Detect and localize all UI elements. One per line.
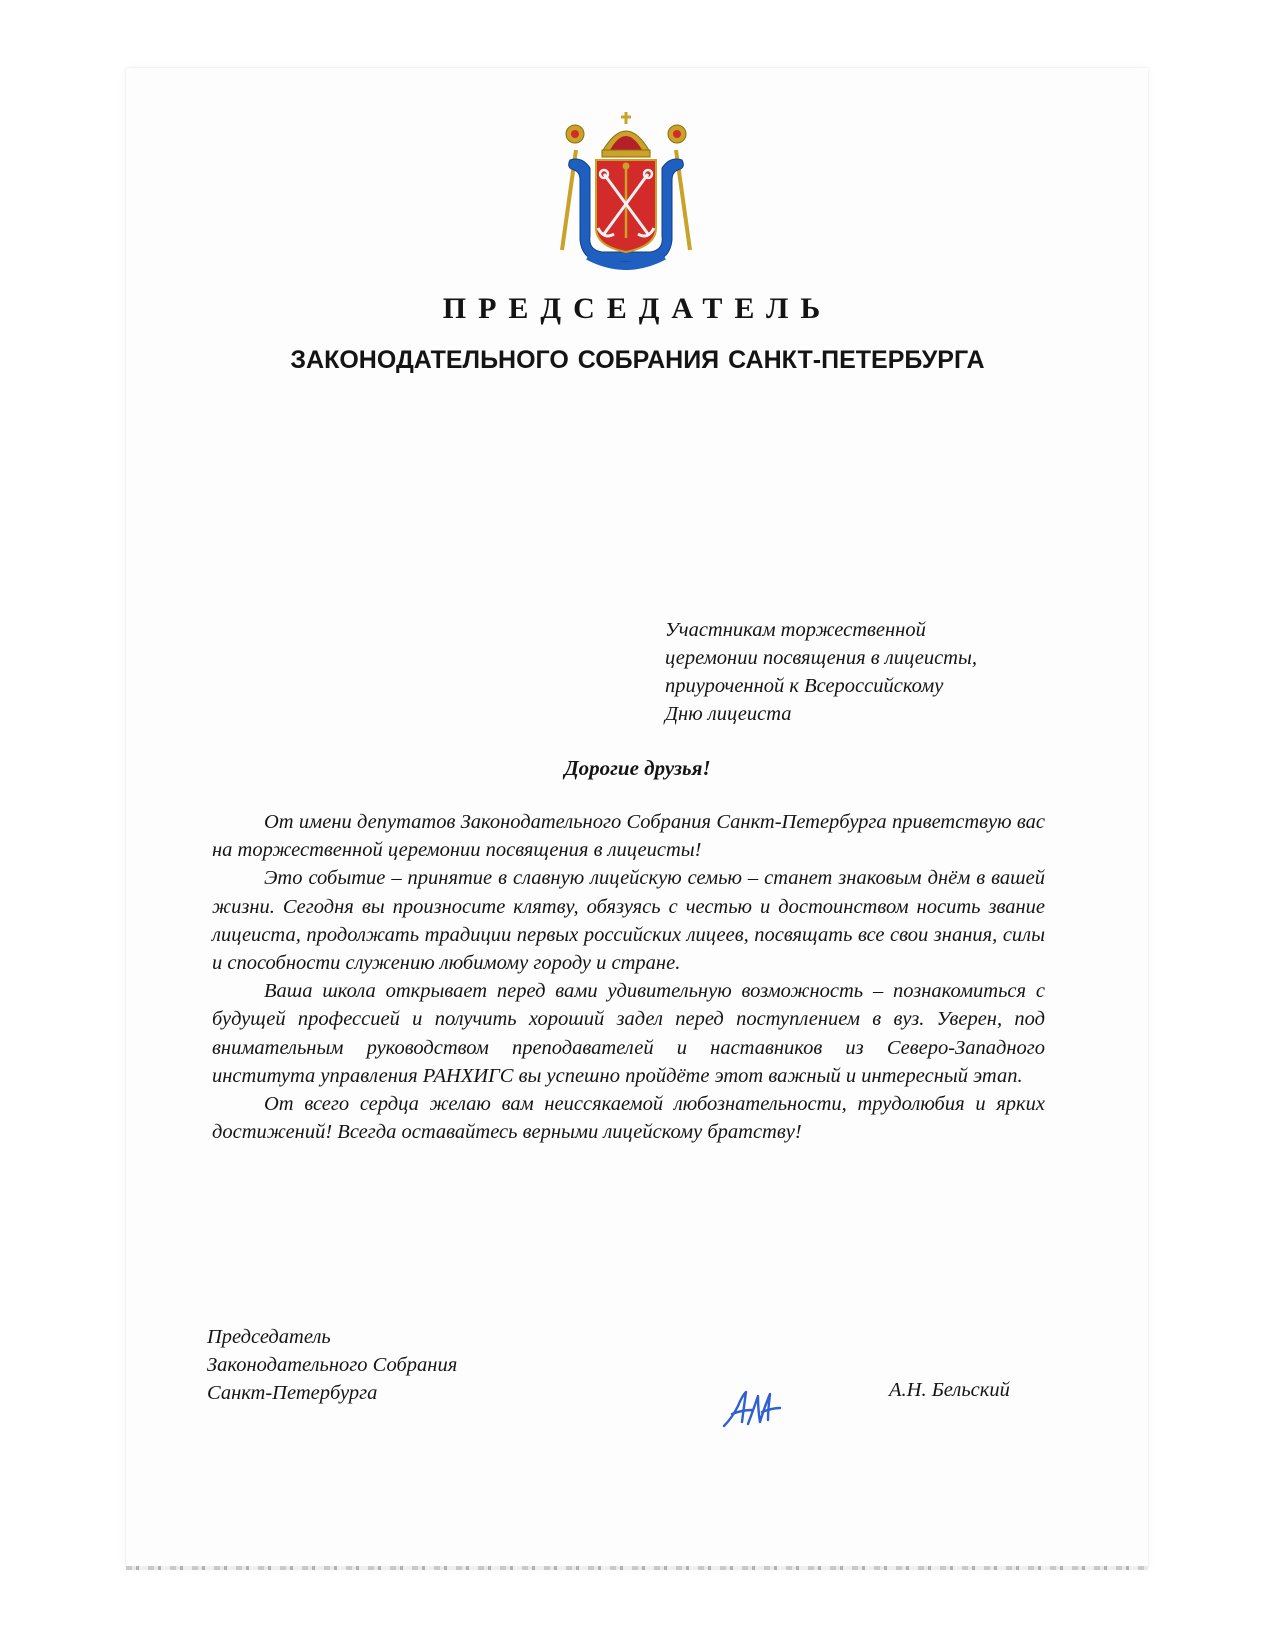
page-title: ПРЕДСЕДАТЕЛЬ [442,292,833,325]
addressee-line: приуроченной к Всероссийскому [665,675,944,697]
body-paragraph: Ваша школа открывает перед вами удивительную возможность – познакомиться с будущей профессией и получить хороший задел перед поступлением в вуз. Уверен, под внимательным руководством преподавателей и наставников из Северо-Западного института управления РАНХИГС вы успешно пройдёте этот важный и интересный этап. [212,980,1045,1087]
addressee-line: Дню лицеиста [665,703,792,725]
organization-subtitle: ЗАКОНОДАТЕЛЬНОГО СОБРАНИЯ САНКТ-ПЕТЕРБУРГА [290,346,985,374]
sheet-bottom-edge [126,1566,1148,1570]
addressee-block [665,616,1065,728]
signatory-name: А.Н. Бельский [889,1379,1010,1401]
signatory-title-line: Председатель [207,1326,331,1348]
body-paragraph: От имени депутатов Законодательного Собрания Санкт-Петербурга приветствую вас на торжественной церемонии посвящения в лицеисты! [212,811,1045,862]
salutation: Дорогие друзья! [564,756,711,780]
addressee-line: Участникам торжественной [665,619,926,641]
signatory-title-line: Законодательного Собрания [207,1354,458,1376]
coat-of-arms-emblem [558,110,694,270]
letter-body [212,808,1045,1146]
signatory-title-line: Санкт-Петербурга [207,1382,378,1404]
body-paragraph: Это событие – принятие в славную лицейскую семью – станет знаковым днём в вашей жизни. Сегодня вы произносите клятву, обязуясь с честью и достоинством носить звание лицеиста, продолжать традиции первых российских лицеев, посвящать все свои знания, силы и способности служению любимому городу и стране. [212,867,1045,975]
body-paragraph: От всего сердца желаю вам неиссякаемой любознательности, трудолюбия и ярких достижений! Всегда оставайтесь верными лицейскому братству! [212,1093,1045,1144]
addressee-line: церемонии посвящения в лицеисты, [665,647,977,669]
signatory-title [207,1323,457,1407]
handwritten-signature [722,1388,782,1432]
